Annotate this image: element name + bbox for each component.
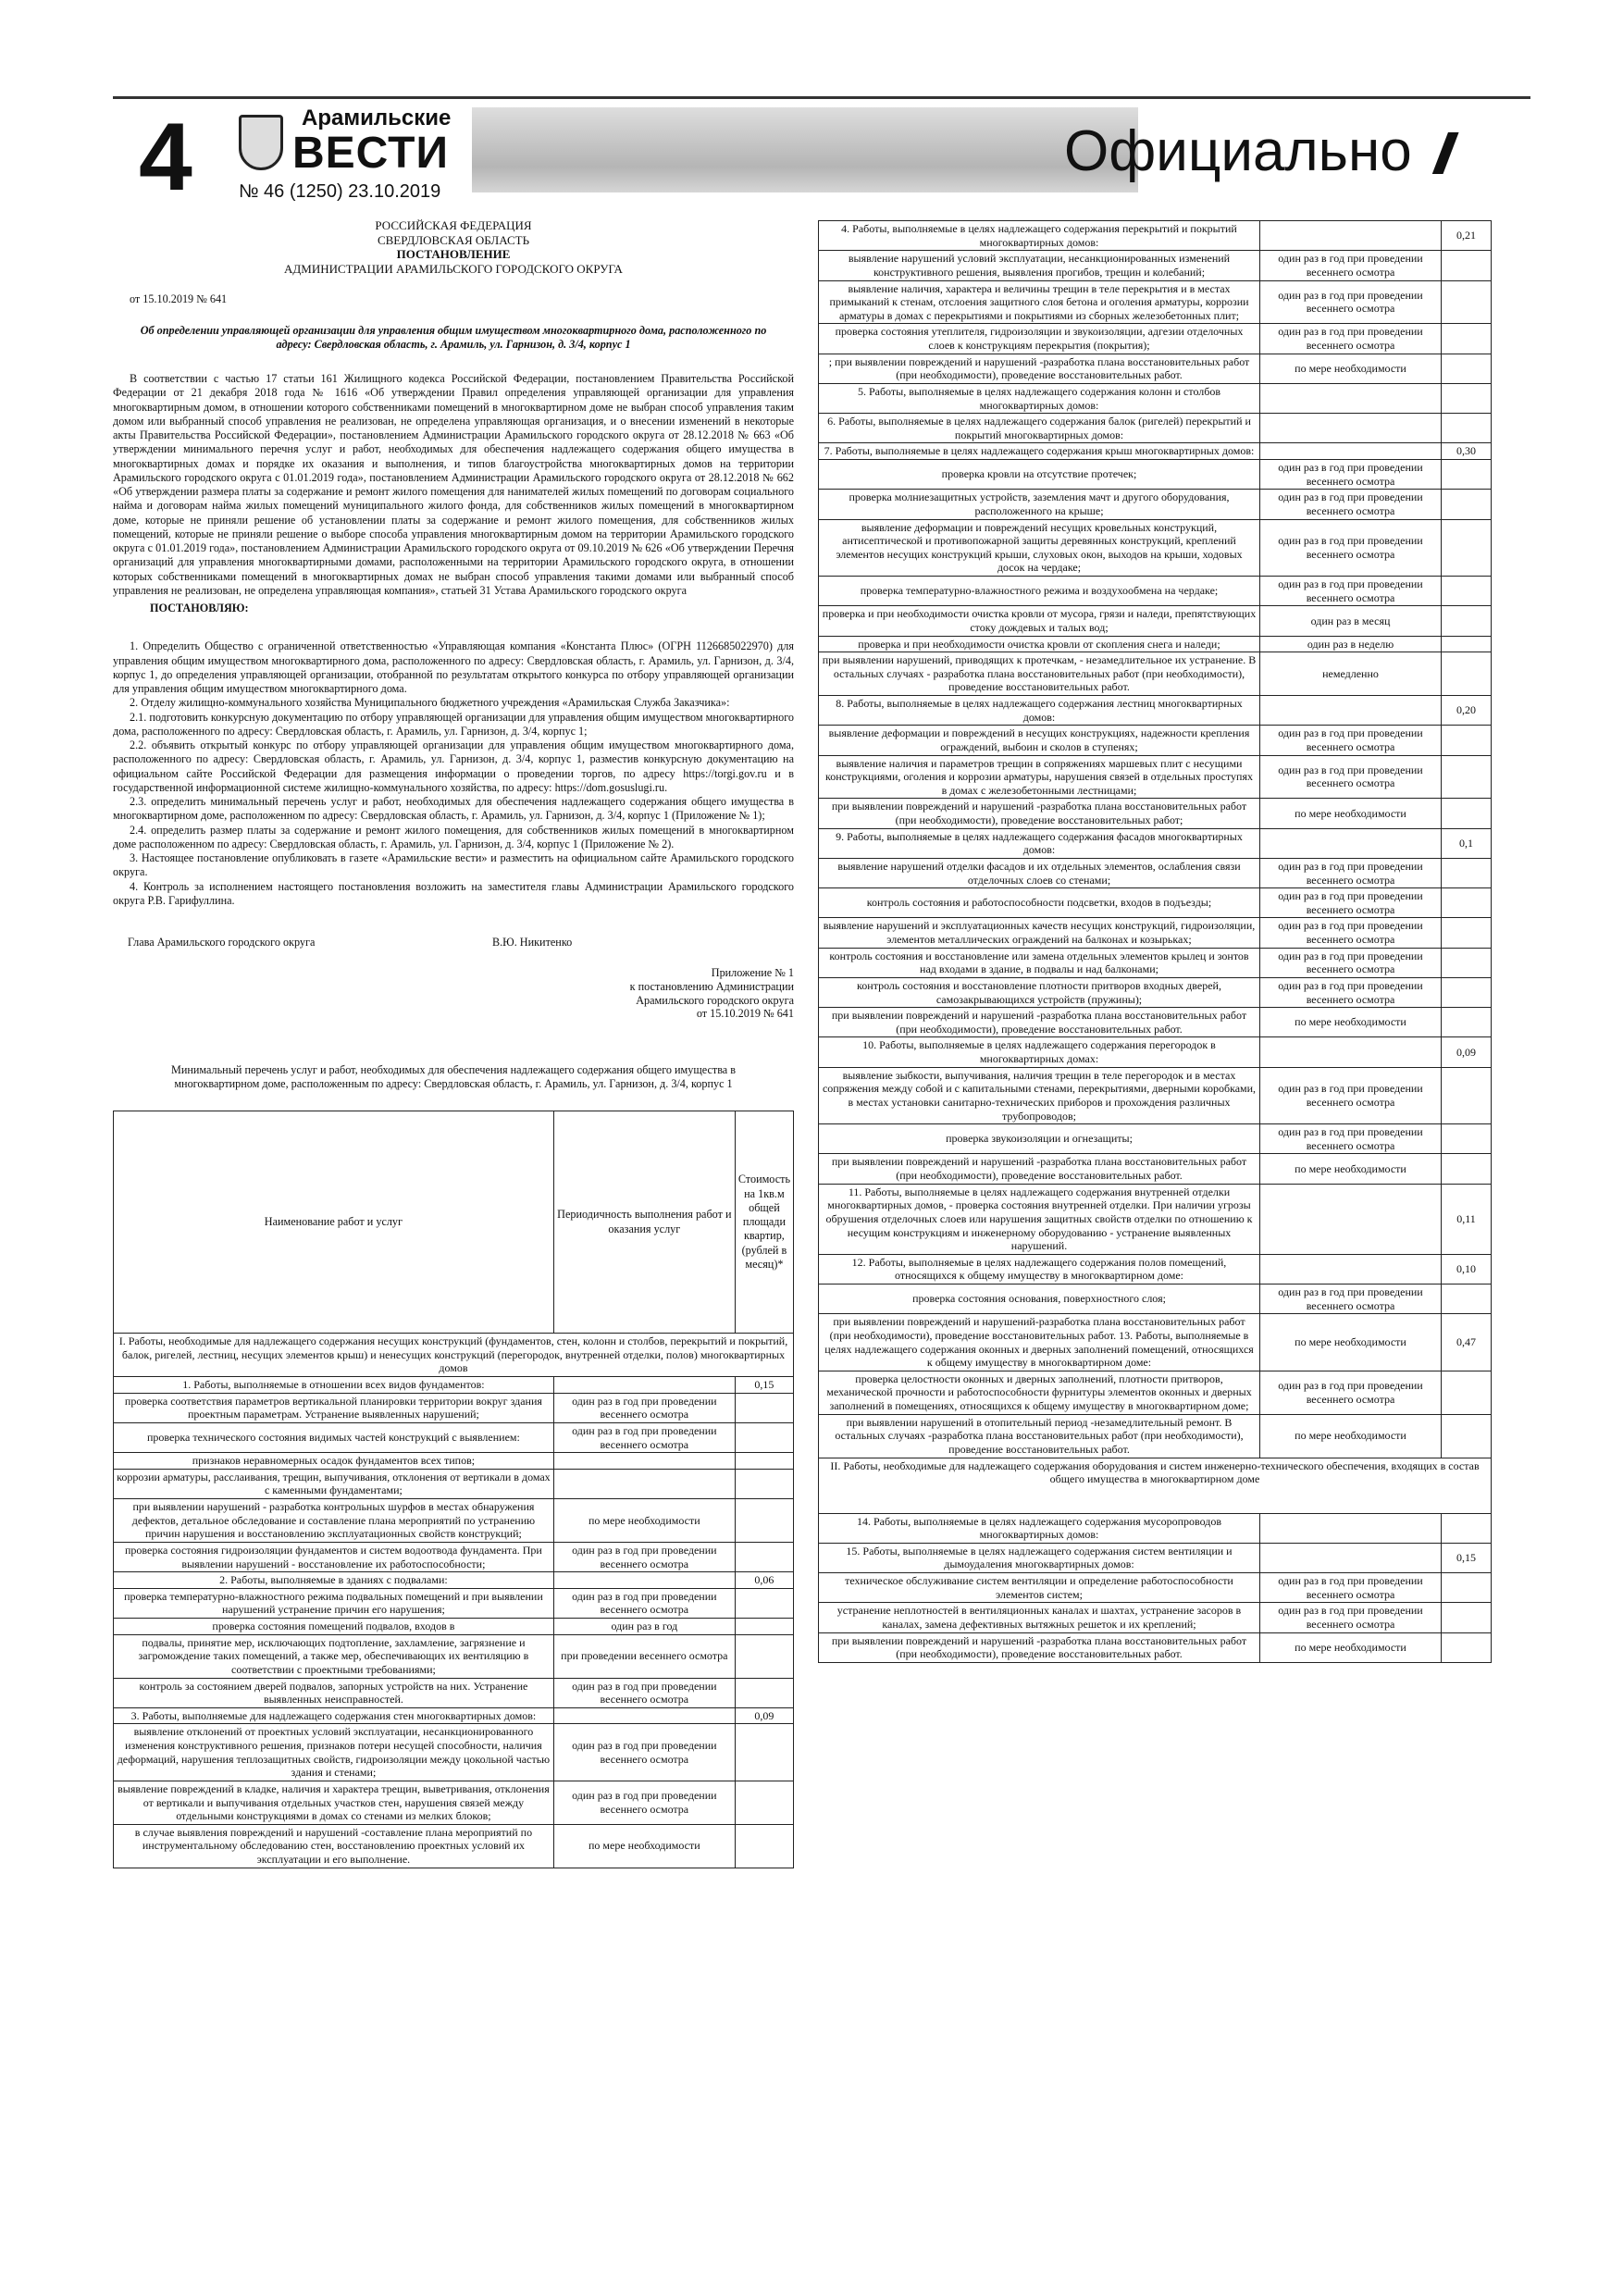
work-name-cell: выявление повреждений в кладке, наличия и характера трещин, выветривания, отклонения от вертикали и выпучивания отдельных участков стен, нарушения связей между отдельными конструкциями в домах со стенами из мелких блоков; [114,1781,554,1824]
cost-cell [735,1588,793,1618]
cost-cell [1442,1371,1492,1414]
table-row [819,1573,1492,1603]
work-name-cell: выявление нарушений и эксплуатационных качеств несущих конструкций, гидроизоляции, элементов металлических ограждений на балконах и козырьках; [819,918,1260,948]
cost-cell: 0,47 [1442,1314,1492,1371]
table-row [819,652,1492,696]
periodicity-cell: один раз в год при проведении весеннего осмотра [553,1393,735,1422]
periodicity-cell: один раз в год при проведении весеннего осмотра [553,1781,735,1824]
work-name-cell: проверка технического состояния видимых частей конструкций с выявлением: [114,1422,554,1452]
periodicity-cell: один раз в год при проведении весеннего осмотра [553,1678,735,1707]
work-name-cell: коррозии арматуры, расслаивания, трещин, выпучивания, отклонения от вертикали в домах с каменными фундаментами; [114,1469,554,1498]
cost-cell [1442,888,1492,918]
work-name-cell: устранение неплотностей в вентиляционных каналах и шахтах, устранение засоров в каналах, замена дефективных вытяжных решеток и их креплений; [819,1603,1260,1632]
cost-cell [1442,977,1492,1007]
periodicity-cell: один раз в год при проведении весеннего осмотра [1260,1573,1442,1603]
work-name-cell: в случае выявления повреждений и нарушений -составление плана мероприятий по инструментальному обследованию стен, восстановлению проектных условий их эксплуатации и его выполнение. [114,1824,554,1868]
work-name-cell: контроль состояния и восстановление или замена отдельных элементов крылец и зонтов над входами в здание, в подвалы и над балконами; [819,948,1260,977]
cost-cell [1442,490,1492,519]
work-name-cell: выявление наличия и параметров трещин в сопряжениях маршевых плит с несущими конструкциями, оголения и коррозии арматуры, нарушения связей в отдельных проступях в домах с железобетонными лестницами; [819,755,1260,799]
table-row [819,606,1492,636]
periodicity-cell: немедленно [1260,652,1442,696]
work-name-cell: признаков неравномерных осадок фундаментов всех типов; [114,1453,554,1470]
cost-cell [1442,636,1492,652]
work-name-cell: 1. Работы, выполняемые в отношении всех видов фундаментов: [114,1377,554,1394]
table-row [819,383,1492,413]
cost-cell [735,1724,793,1781]
item-2-3: 2.3. определить минимальный перечень услуг и работ, необходимых для обеспечения надлежащего содержания общего имущества в многоквартирном доме, расположенном по адресу: Свердловская область, г. Арамиль, ул. Гарнизон, д. 3/4, корпус 1 (Приложение № 1); [113,795,794,823]
work-name-cell: 10. Работы, выполняемые в целях надлежащего содержания перегородок в многоквартирных домах: [819,1037,1260,1067]
periodicity-cell: по мере необходимости [1260,1414,1442,1458]
cost-cell [735,1678,793,1707]
preamble: В соответствии с частью 17 статьи 161 Жилищного кодекса Российской Федерации, постановлением Правительства Российской Федерации от 21 декабря 2018 года № 1616 «Об утверждении Правил определения управляющей организации для управления многоквартирным домом, в отношении которого собственниками помещений в многоквартирном доме не выбран способ управления таким домом или выбранный способ управления не реализован, не определена управляющая организация, и о внесении изменений в некоторые акты Правительства Российской Федерации», постановлением Администрации Арамильского городского округа от 28.12.2018 № 663 «Об утверждении минимального перечня услуг и работ, необходимых для обеспечения надлежащего содержания общего имущества в многоквартирных домах и порядке их оказания и выполнения, и типов благоустройства многоквартирных домов на территории Арамильского городского округа с 01.01.2019 года», постановлением Администрации Арамильского городского округа от 28.12.2018 № 662 «Об утверждении размера платы за содержание и ремонт жилого помещения для нанимателей жилых помещений по договорам социального найма и договорам найма жилых помещений муниципального жилого фонда, для собственников жилых помещений в многоквартирном доме, которые не приняли решение об установлении платы за содержание и ремонт жилого помещения, для собственников жилых помещений, которые не приняли решение о выборе способа управления многоквартирным домом на территории Арамильского городского округа с 01.01.2019 года», постановлением Администрации Арамильского городского округа от 09.10.2019 № 626 «Об утверждении Перечня организаций для управления многоквартирными домами, расположенными на территории Арамильского городского округа, в отношении которых собственниками помещений в многоквартирных домах не выбран способ управления такими домами или выбранный способ управления не реализован, не определена управляющая компания», статьей 31 Устава Арамильского городского округа [113,372,794,597]
cost-cell [735,1542,793,1571]
header-authority: АДМИНИСТРАЦИИ АРАМИЛЬСКОГО ГОРОДСКОГО ОКРУГА [284,261,623,276]
periodicity-cell: один раз в месяц [1260,606,1442,636]
cost-cell [1442,1573,1492,1603]
work-name-cell: при выявлении повреждений и нарушений -разработка плана восстановительных работ (при необходимости), проведение восстановительных работ. [819,1632,1260,1662]
periodicity-cell [1260,1513,1442,1543]
section-slashes: // [1434,123,1443,185]
top-rule [113,96,1530,99]
cost-cell [1442,918,1492,948]
cost-cell [1442,354,1492,383]
table-row [819,948,1492,977]
appendix-line: Приложение № 1 [711,966,794,980]
work-name-cell: проверка состояния гидроизоляции фундаментов и систем водоотвода фундамента. При выявлении нарушений - восстановление их работоспособности; [114,1542,554,1571]
page-number: 4 [139,104,192,211]
table-row [819,726,1492,755]
cost-cell [1442,1124,1492,1154]
table-row [819,755,1492,799]
work-name-cell: выявление наличия, характера и величины трещин в теле перекрытия и в местах примыканий к стенам, отслоения защитного слоя бетона и оголения арматуры, коррозии арматуры в домах с перекрытиями и покрытиями из сборных железобетонных плит; [819,280,1260,324]
table-row [819,1513,1492,1543]
work-name-cell: подвалы, принятие мер, исключающих подтопление, захламление, загрязнение и загромождение таких помещений, а также мер, обеспечивающих их вентиляцию в соответствии с проектными требованиями; [114,1634,554,1678]
work-name-cell: выявление зыбкости, выпучивания, наличия трещин в теле перегородок и в местах сопряжения между собой и с капитальными стенами, перекрытиями, дверными коробками, в местах установки санитарно-технических приборов и прохождения различных трубопроводов; [819,1067,1260,1124]
table-row [819,799,1492,828]
work-name-cell: проверка состояния основания, поверхностного слоя; [819,1285,1260,1314]
item-2-2: 2.2. объявить открытый конкурс по отбору управляющей организации для управления общим имуществом многоквартирного дома, расположенного по адресу: Свердловская область, г. Арамиль, ул. Гарнизон, д. 3/4, корпус 1, разместив конкурсную документацию на официальном сайте Российской Федерации для размещения информации о проведении торгов, по адресу https://torgi.gov.ru и в государственной информационной системе жилищно-коммунального хозяйства, по адресу: https://dom.gosuslugi.ru. [113,738,794,794]
table-row [114,1422,794,1452]
cost-cell [735,1619,793,1635]
work-name-cell: выявление деформации и повреждений несущих кровельных конструкций, антисептической и противопожарной защиты деревянных конструкций, креплений элементов несущих конструкций крыши, слуховых окон, выходов на крыши, ходовых досок на чердаке; [819,519,1260,577]
cost-cell [1442,460,1492,490]
signer-name: В.Ю. Никитенко [492,936,573,949]
periodicity-cell: один раз в год при проведении весеннего осмотра [1260,948,1442,977]
work-name-cell: при выявлении повреждений и нарушений -разработка плана восстановительных работ (при необходимости), проведение восстановительных работ; [819,799,1260,828]
periodicity-cell: один раз в год при проведении весеннего осмотра [553,1724,735,1781]
work-name-cell: при выявлении нарушений в отопительный период -незамедлительный ремонт. В остальных случаях -разработка плана восстановительных работ (при необходимости), проведение восстановительных работ. [819,1414,1260,1458]
cost-cell [1442,1285,1492,1314]
periodicity-cell: один раз в год при проведении весеннего осмотра [1260,977,1442,1007]
periodicity-cell [1260,1184,1442,1254]
table-row [114,1724,794,1781]
table-row [819,828,1492,858]
periodicity-cell [1260,828,1442,858]
cost-cell [735,1781,793,1824]
section-row [819,1458,1492,1513]
work-name-cell: контроль состояния и работоспособности подсветки, входов в подъезды; [819,888,1260,918]
cost-cell [1442,414,1492,443]
periodicity-cell: один раз в год при проведении весеннего осмотра [1260,888,1442,918]
resolve-word: ПОСТАНОВЛЯЮ: [150,602,249,615]
periodicity-cell: по мере необходимости [553,1499,735,1543]
periodicity-cell [553,1453,735,1470]
cost-cell: 0,09 [735,1707,793,1724]
header-doc-type: ПОСТАНОВЛЕНИЕ [396,247,511,262]
header-country: РОССИЙСКАЯ ФЕДЕРАЦИЯ [375,218,532,232]
section-row [114,1334,794,1377]
periodicity-cell [553,1707,735,1724]
work-name-cell: выявление отклонений от проектных условий эксплуатации, несанкционированного изменения конструктивного решения, признаков потери несущей способности, наличия деформаций, нарушения теплозащитных свойств, гидроизоляции между цокольной частью здания и стенами; [114,1724,554,1781]
work-name-cell: 3. Работы, выполняемые для надлежащего содержания стен многоквартирных домов: [114,1707,554,1724]
cost-cell [1442,799,1492,828]
periodicity-cell: один раз в год при проведении весеннего осмотра [1260,324,1442,354]
work-name-cell: техническое обслуживание систем вентиляции и определение работоспособности элементов систем; [819,1573,1260,1603]
appendix-line: Арамильского городского округа [636,993,794,1007]
periodicity-cell [1260,414,1442,443]
work-name-cell: при выявлении нарушений, приводящих к протечкам, - незамедлительное их устранение. В остальных случаях - разработка плана восстановительных работ (при необходимости), проведение восстановительных работ. [819,652,1260,696]
periodicity-cell [553,1377,735,1394]
logo-small-text: Арамильские [302,105,452,130]
work-name-cell: 4. Работы, выполняемые в целях надлежащего содержания перекрытий и покрытий многоквартирных домов: [819,221,1260,251]
periodicity-cell: по мере необходимости [1260,354,1442,383]
appendix-line: к постановлению Администрации [629,980,794,994]
periodicity-cell: по мере необходимости [553,1824,735,1868]
cost-cell [1442,280,1492,324]
work-name-cell: 14. Работы, выполняемые в целях надлежащего содержания мусоропроводов многоквартирных домов: [819,1513,1260,1543]
work-name-cell: проверка температурно-влажностного режима и воздухообмена на чердаке; [819,577,1260,606]
work-name-cell: 8. Работы, выполняемые в целях надлежащего содержания лестниц многоквартирных домов: [819,696,1260,726]
cost-cell [1442,1067,1492,1124]
table-row [114,1572,794,1589]
periodicity-cell: один раз в год при проведении весеннего осмотра [1260,460,1442,490]
item-2-4: 2.4. определить размер платы за содержание и ремонт жилого помещения, для собственников жилых помещений в многоквартирном доме расположенном по адресу: Свердловская область, г. Арамиль, ул. Гарнизон, д. 3/4, корпус 1 (Приложение № 2). [113,823,794,850]
work-name-cell: при выявлении нарушений - разработка контрольных шурфов в местах обнаружения дефектов, детальное обследование и составление плана мероприятий по устранению причин нарушения и восстановлению эксплуатационных свойств конструкций; [114,1499,554,1543]
table-row [819,858,1492,887]
table-row [819,324,1492,354]
work-name-cell: контроль состояния и восстановление плотности притворов входных дверей, самозакрывающихся устройств (пружины); [819,977,1260,1007]
work-name-cell: при выявлении повреждений и нарушений -разработка плана восстановительных работ (при необходимости), проведение восстановительных работ. [819,1154,1260,1184]
periodicity-cell: один раз в год при проведении весеннего осмотра [1260,280,1442,324]
col-header-period: Периодичность выполнения работ и оказания услуг [553,1111,735,1334]
periodicity-cell: один раз в год при проведении весеннего осмотра [1260,755,1442,799]
table-row [114,1824,794,1868]
table-row [819,1124,1492,1154]
cost-cell [1442,251,1492,280]
periodicity-cell: при проведении весеннего осмотра [553,1634,735,1678]
periodicity-cell: один раз в год при проведении весеннего осмотра [1260,1371,1442,1414]
cost-cell [1442,606,1492,636]
table-row [819,1067,1492,1124]
appendix-title: Минимальный перечень услуг и работ, необходимых для обеспечения надлежащего содержания общего имущества в многоквартирном доме, расположенным по адресу: Свердловская область, г. Арамиль, ул. Гарнизон, д. 3/4, корпус 1 [170,1062,736,1090]
item-4: 4. Контроль за исполнением настоящего постановления возложить на заместителя главы Администрации Арамильского городского округа Р.В. Гарифуллина. [113,879,794,907]
table-row [819,1314,1492,1371]
work-name-cell: проверка молниезащитных устройств, заземления мачт и другого оборудования, расположенного на крыше; [819,490,1260,519]
section-title: Официально [1064,119,1412,183]
cost-cell: 0,15 [735,1377,793,1394]
work-name-cell: 11. Работы, выполняемые в целях надлежащего содержания внутренней отделки многоквартирных домов, - проверка состояния внутренней отделки. При наличии угрозы обрушения отделочных слоев или нарушения защитных свойств отделки по отношению к несущим конструкциям и инженерному оборудованию - устранение выявленных нарушений. [819,1184,1260,1254]
periodicity-cell: один раз в год при проведении весеннего осмотра [1260,1285,1442,1314]
signer-title: Глава Арамильского городского округа [128,936,316,949]
periodicity-cell [1260,1254,1442,1284]
work-name-cell: проверка состояния утеплителя, гидроизоляции и звукоизоляции, адгезии отделочных слоев к конструкциям перекрытия (покрытия); [819,324,1260,354]
periodicity-cell [553,1572,735,1589]
table-row [819,1285,1492,1314]
periodicity-cell: один раз в год при проведении весеннего осмотра [1260,1603,1442,1632]
periodicity-cell: один раз в год при проведении весеннего осмотра [553,1542,735,1571]
cost-cell [1442,1603,1492,1632]
cost-cell [735,1453,793,1470]
cost-cell [735,1469,793,1498]
services-table-left [113,1111,794,1868]
cost-cell: 0,06 [735,1572,793,1589]
cost-cell [1442,726,1492,755]
logo-big-text: ВЕСТИ [292,129,449,178]
table-row [819,221,1492,251]
periodicity-cell: один раз в год при проведении весеннего осмотра [1260,577,1442,606]
item-3: 3. Настоящее постановление опубликовать в газете «Арамильские вести» и разместить на официальном сайте Арамильского городского округа. [113,851,794,879]
table-row [114,1619,794,1635]
cost-cell [1442,1008,1492,1037]
work-name-cell: проверка соответствия параметров вертикальной планировки территории вокруг здания проектным параметрам. Устранение выявленных нарушений; [114,1393,554,1422]
periodicity-cell [1260,696,1442,726]
right-column [818,220,1492,1663]
periodicity-cell: один раз в неделю [1260,636,1442,652]
table-row [819,696,1492,726]
work-name-cell: проверка целостности оконных и дверных заполнений, плотности притворов, механической прочности и работоспособности фурнитуры элементов оконных и дверных заполнений в помещениях, относящихся к общему имуществу в многоквартирном доме; [819,1371,1260,1414]
work-name-cell: выявление нарушений условий эксплуатации, несанкционированных изменений конструктивного решения, выявления прогибов, трещин и колебаний; [819,251,1260,280]
work-name-cell: 9. Работы, выполняемые в целях надлежащего содержания фасадов многоквартирных домов: [819,828,1260,858]
table-row [819,1254,1492,1284]
table-row [819,1154,1492,1184]
periodicity-cell: по мере необходимости [1260,1008,1442,1037]
table-row [819,577,1492,606]
table-row [819,519,1492,577]
table-row [819,1632,1492,1662]
periodicity-cell: один раз в год при проведении весеннего осмотра [1260,1124,1442,1154]
table-row [114,1453,794,1470]
periodicity-cell [553,1469,735,1498]
cost-cell [1442,1154,1492,1184]
cost-cell [1442,652,1492,696]
table-row [114,1707,794,1724]
periodicity-cell [1260,443,1442,460]
cost-cell: 0,21 [1442,221,1492,251]
periodicity-cell: по мере необходимости [1260,1154,1442,1184]
periodicity-cell: один раз в год [553,1619,735,1635]
periodicity-cell: один раз в год при проведении весеннего осмотра [1260,490,1442,519]
periodicity-cell: один раз в год при проведении весеннего осмотра [1260,1067,1442,1124]
table-row [819,1543,1492,1572]
work-name-cell: проверка и при необходимости очистка кровли от мусора, грязи и наледи, препятствующих стоку дождевых и талых вод; [819,606,1260,636]
table-row [819,1008,1492,1037]
section-1-title: I. Работы, необходимые для надлежащего содержания несущих конструкций (фундаментов, стен, колонн и столбов, перекрытий и покрытий, балок, ригелей, лестниц, несущих элементов крыш) и ненесущих конструкций (перегородок, внутренней отделки, полов) многоквартирных домов [114,1334,794,1377]
work-name-cell: 15. Работы, выполняемые в целях надлежащего содержания систем вентиляции и дымоудаления многоквартирных домов: [819,1543,1260,1572]
table-row [819,1371,1492,1414]
work-name-cell: проверка кровли на отсутствие протечек; [819,460,1260,490]
work-name-cell: 6. Работы, выполняемые в целях надлежащего содержания балок (ригелей) перекрытий и покрытий многоквартирных домов: [819,414,1260,443]
work-name-cell: 7. Работы, выполняемые в целях надлежащего содержания крыш многоквартирных домов: [819,443,1260,460]
table-row [819,280,1492,324]
work-name-cell: при выявлении повреждений и нарушений-разработка плана восстановительных работ (при необходимости), проведение восстановительных работ. 13. Работы, выполняемые в целях надлежащего содержания оконных и дверных заполнений помещений, относящихся к общему имуществу в многоквартирном доме: [819,1314,1260,1371]
table-row [819,251,1492,280]
table-row [819,443,1492,460]
cost-cell [1442,1513,1492,1543]
periodicity-cell: по мере необходимости [1260,1314,1442,1371]
masthead-photo [472,107,1138,192]
header-region: СВЕРДЛОВСКАЯ ОБЛАСТЬ [377,232,530,247]
periodicity-cell: один раз в год при проведении весеннего осмотра [1260,726,1442,755]
item-1: 1. Определить Общество с ограниченной ответственностью «Управляющая компания «Константа Плюс» (ОГРН 1126685022970) для управления общим имуществом многоквартирного дома, расположенного по адресу: Свердловская область, г. Арамиль, ул. Гарнизон, д. 3/4, корпус 1, до определения управляющей организации, отобранной по результатам открытого конкурса по отбору управляющей организации для управления общим имуществом многоквартирного дома. [113,639,794,696]
col-header-cost: Стоимость на 1кв.м общей площади квартир, (рублей в месяц)* [735,1111,793,1334]
cost-cell: 0,11 [1442,1184,1492,1254]
periodicity-cell [1260,221,1442,251]
item-2-1: 2.1. подготовить конкурсную документацию по отбору управляющей организации для управления общим имуществом многоквартирного дома, расположенного по адресу: Свердловская область, г. Арамиль, ул. Гарнизон, д. 3/4, корпус 1; [113,710,794,738]
table-row [819,1414,1492,1458]
cost-cell: 0,15 [1442,1543,1492,1572]
work-name-cell: контроль за состоянием дверей подвалов, запорных устройств на них. Устранение выявленных неисправностей. [114,1678,554,1707]
table-row [114,1542,794,1571]
periodicity-cell: по мере необходимости [1260,799,1442,828]
periodicity-cell: один раз в год при проведении весеннего осмотра [1260,251,1442,280]
table-row [819,354,1492,383]
cost-cell [1442,858,1492,887]
table-row [819,414,1492,443]
periodicity-cell: один раз в год при проведении весеннего осмотра [1260,519,1442,577]
cost-cell [735,1393,793,1422]
periodicity-cell: по мере необходимости [1260,1632,1442,1662]
table-row [114,1377,794,1394]
table-row [819,1184,1492,1254]
table-row [114,1678,794,1707]
doc-title: Об определении управляющей организации для управления общим имуществом многоквартирного дома, расположенного по адресу: Свердловская область, г. Арамиль, ул. Гарнизон, д. 3/4, корпус 1 [140,323,767,351]
cost-cell [735,1422,793,1452]
cost-cell [1442,1414,1492,1458]
issue-number: № 46 (1250) 23.10.2019 [239,181,441,202]
work-name-cell: выявление нарушений отделки фасадов и их отдельных элементов, ослабления связи отделочных слоев со стенами; [819,858,1260,887]
cost-cell: 0,20 [1442,696,1492,726]
cost-cell [1442,324,1492,354]
appendix-line: от 15.10.2019 № 641 [696,1007,794,1021]
work-name-cell: 2. Работы, выполняемые в зданиях с подвалами: [114,1572,554,1589]
periodicity-cell: один раз в год при проведении весеннего осмотра [553,1422,735,1452]
work-name-cell: проверка и при необходимости очистка кровли от скопления снега и наледи; [819,636,1260,652]
table-row [114,1634,794,1678]
table-row [819,918,1492,948]
table-row [819,977,1492,1007]
periodicity-cell [1260,1037,1442,1067]
cost-cell [1442,1632,1492,1662]
work-name-cell: проверка состояния помещений подвалов, входов в [114,1619,554,1635]
table-row [819,888,1492,918]
coat-of-arms-icon [239,115,283,170]
newspaper-logo[interactable] [239,102,461,178]
table-row [819,1037,1492,1067]
cost-cell [1442,519,1492,577]
table-row [114,1781,794,1824]
table-row [819,460,1492,490]
table-row [114,1393,794,1422]
cost-cell [735,1634,793,1678]
work-name-cell: при выявлении повреждений и нарушений -разработка плана восстановительных работ (при необходимости), проведение восстановительных работ. [819,1008,1260,1037]
work-name-cell: выявление деформации и повреждений в несущих конструкциях, надежности крепления ограждений, выбоин и сколов в ступенях; [819,726,1260,755]
work-name-cell: 12. Работы, выполняемые в целях надлежащего содержания полов помещений, относящихся к общему имуществу в многоквартирном доме: [819,1254,1260,1284]
cost-cell [1442,577,1492,606]
item-2: 2. Отделу жилищно-коммунального хозяйства Муниципального бюджетного учреждения «Арамильская Служба Заказчика»: [130,696,730,710]
cost-cell [1442,755,1492,799]
periodicity-cell [1260,383,1442,413]
table-header-row [114,1111,794,1334]
work-name-cell: проверка звукоизоляции и огнезащиты; [819,1124,1260,1154]
col-header-name: Наименование работ и услуг [114,1111,554,1334]
table-row [114,1588,794,1618]
doc-date: от 15.10.2019 № 641 [130,292,228,306]
work-name-cell: проверка температурно-влажностного режима подвальных помещений и при выявлении нарушений устранение причин его нарушения; [114,1588,554,1618]
cost-cell [735,1824,793,1868]
periodicity-cell [1260,1543,1442,1572]
cost-cell [1442,383,1492,413]
periodicity-cell: один раз в год при проведении весеннего осмотра [1260,918,1442,948]
periodicity-cell: один раз в год при проведении весеннего осмотра [1260,858,1442,887]
cost-cell: 0,09 [1442,1037,1492,1067]
cost-cell: 0,1 [1442,828,1492,858]
cost-cell [1442,948,1492,977]
appendix-reference [113,966,794,1021]
work-name-cell: ; при выявлении повреждений и нарушений -разработка плана восстановительных работ (при необходимости), проведение восстановительных работ. [819,354,1260,383]
periodicity-cell: один раз в год при проведении весеннего осмотра [553,1588,735,1618]
cost-cell [735,1499,793,1543]
section-2-title: II. Работы, необходимые для надлежащего содержания оборудования и систем инженерно-технического обеспечения, входящих в состав общего имущества в многоквартирном доме [819,1458,1492,1513]
cost-cell: 0,30 [1442,443,1492,460]
table-row [819,636,1492,652]
table-row [114,1499,794,1543]
left-column [113,218,794,1868]
table-row [114,1469,794,1498]
table-row [819,490,1492,519]
services-table-right [818,220,1492,1663]
work-name-cell: 5. Работы, выполняемые в целях надлежащего содержания колонн и столбов многоквартирных домов: [819,383,1260,413]
signature-block [128,936,794,949]
cost-cell: 0,10 [1442,1254,1492,1284]
table-row [819,1603,1492,1632]
